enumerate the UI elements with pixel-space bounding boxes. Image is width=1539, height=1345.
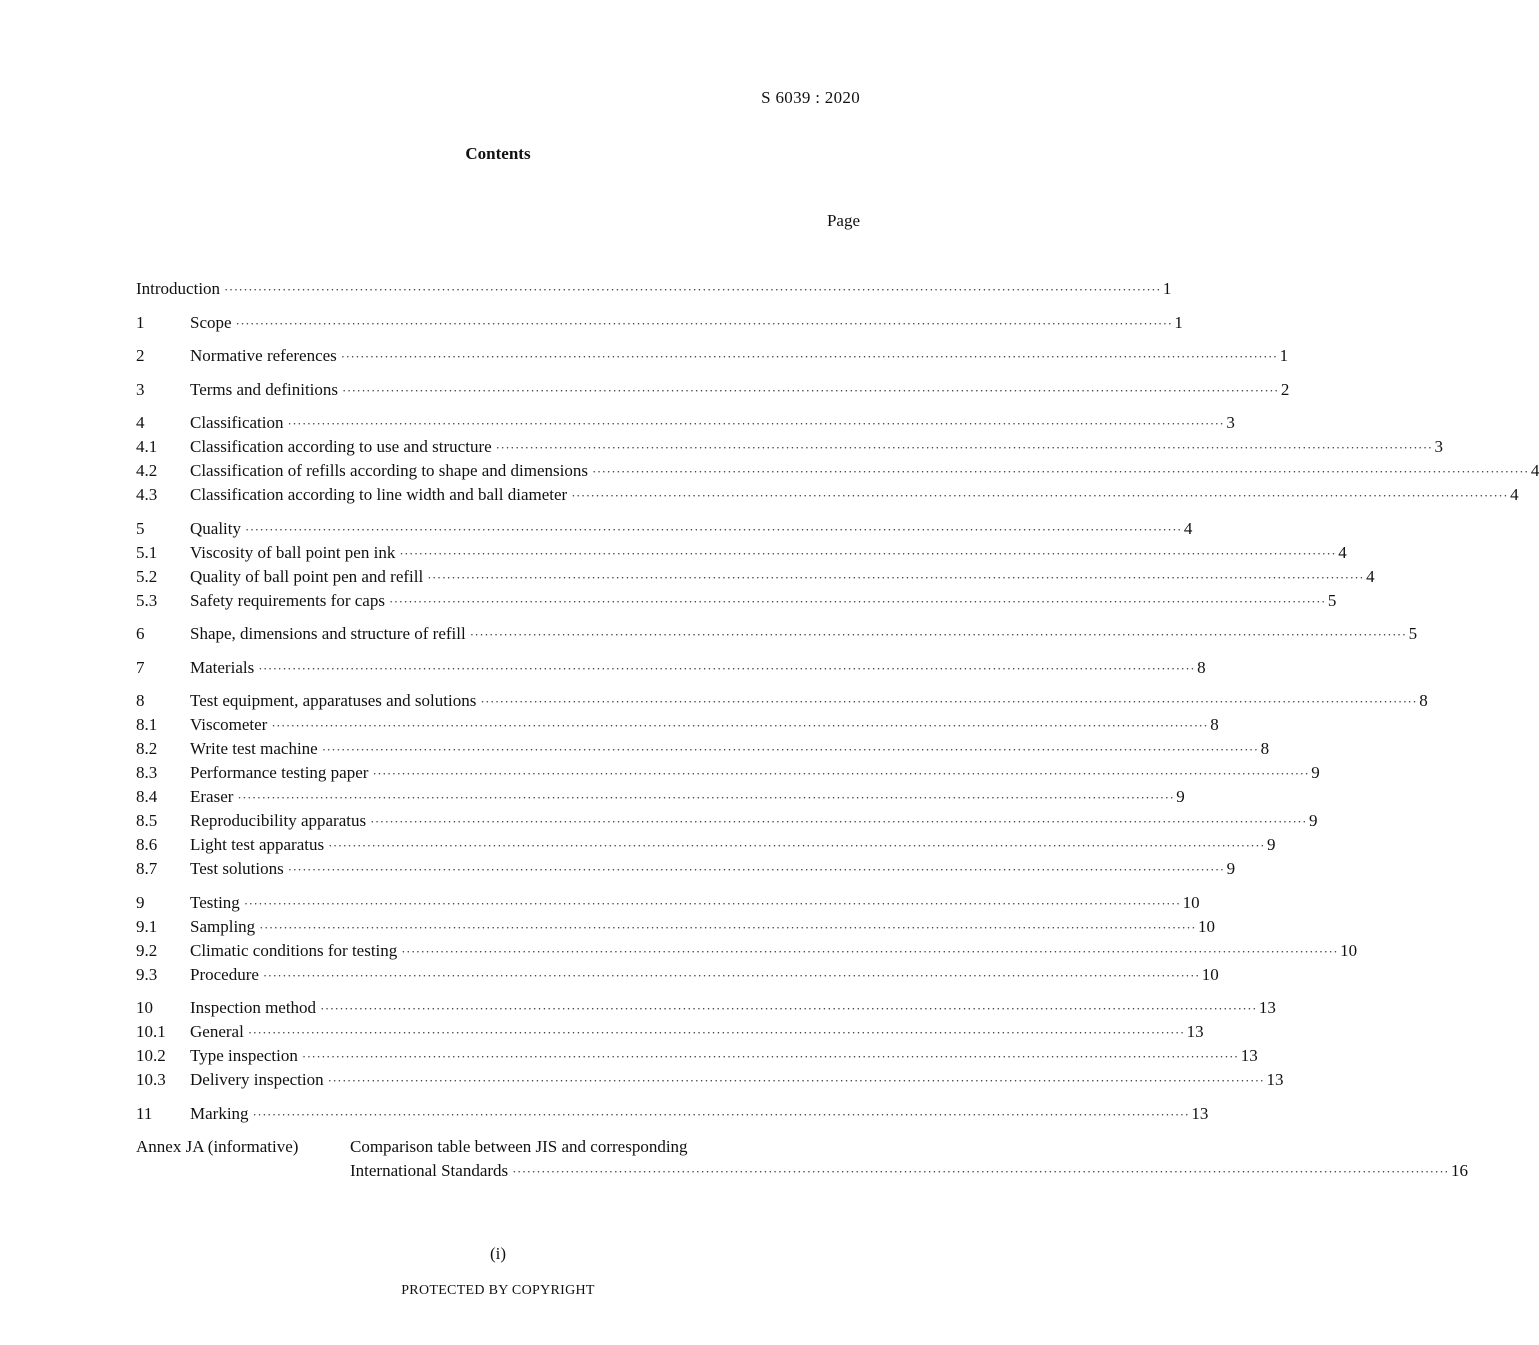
- toc-entry-label: Introduction: [136, 279, 221, 298]
- dot-leader: [389, 590, 1326, 614]
- toc-entry-page: 13: [1186, 1022, 1204, 1041]
- toc-entry-label: Scope: [190, 312, 232, 332]
- dot-leader: [288, 858, 1225, 882]
- toc-entry-label: Classification: [190, 413, 284, 432]
- toc-entry-label: Marking: [190, 1103, 249, 1123]
- dot-leader: [244, 892, 1181, 916]
- copyright-notice: PROTECTED BY COPYRIGHT: [401, 1283, 595, 1298]
- toc-entry-label: Viscometer: [190, 715, 268, 734]
- toc-entry-number: 10.3: [136, 1070, 166, 1089]
- toc-entry[interactable]: [136, 1020, 1204, 1044]
- toc-entry-number: 10: [136, 998, 153, 1017]
- toc-entry-page: 8: [1419, 691, 1428, 710]
- toc-entry[interactable]: [136, 589, 1337, 613]
- toc-entry[interactable]: [136, 857, 1236, 881]
- toc-entry-number: 4: [136, 413, 145, 432]
- dot-leader: [328, 1069, 1265, 1093]
- toc-entry-page: 8: [1210, 715, 1219, 734]
- toc-entry-label: Performance testing paper: [190, 763, 369, 782]
- toc-entry-page: 10: [1198, 916, 1216, 936]
- toc-entry-number: 6: [136, 624, 145, 643]
- dot-leader: [287, 412, 1224, 436]
- toc-entry-label: Test solutions: [190, 859, 284, 878]
- toc-entry[interactable]: [136, 1068, 1284, 1092]
- table-of-contents: [136, 277, 1539, 1183]
- dot-leader: [512, 1160, 1449, 1184]
- toc-entry-label: General: [190, 1022, 244, 1041]
- toc-entry-page: 4: [1510, 485, 1519, 504]
- toc-entry-number: 8.1: [136, 715, 158, 734]
- toc-entry-page: 3: [1434, 437, 1444, 456]
- toc-entry-label: Delivery inspection: [190, 1070, 324, 1089]
- toc-entry-number: 4.3: [136, 485, 158, 504]
- toc-entry[interactable]: [136, 939, 1358, 963]
- toc-annex-entry[interactable]: [136, 1135, 1469, 1183]
- dot-leader: [341, 345, 1278, 369]
- annex-number: Annex JA (informative): [136, 1137, 299, 1156]
- toc-entry-page: 1: [1279, 346, 1289, 365]
- toc-entry[interactable]: [136, 622, 1418, 646]
- toc-entry[interactable]: [136, 689, 1428, 713]
- toc-entry[interactable]: [136, 963, 1219, 987]
- annex-page-number: 16: [1451, 1161, 1469, 1180]
- dot-leader: [401, 940, 1338, 964]
- toc-entry-number: 8.7: [136, 859, 158, 878]
- dot-leader: [271, 714, 1208, 738]
- toc-entry-number: 10.2: [136, 1046, 166, 1065]
- toc-entry[interactable]: [136, 517, 1193, 541]
- toc-entry-label: Climatic conditions for testing: [190, 940, 398, 960]
- toc-entry-page: 13: [1191, 1103, 1209, 1123]
- toc-entry-page: 5: [1327, 590, 1337, 610]
- toc-entry[interactable]: [136, 996, 1276, 1020]
- toc-entry-page: 9: [1266, 835, 1276, 854]
- toc-entry[interactable]: [136, 459, 1539, 483]
- toc-entry-number: 9.3: [136, 964, 158, 984]
- toc-entry-page: 5: [1408, 624, 1418, 643]
- toc-entry-number: 8.4: [136, 787, 158, 806]
- toc-entry-label: Normative references: [190, 346, 337, 365]
- toc-entry-number: 4.1: [136, 437, 158, 456]
- dot-leader: [322, 738, 1259, 762]
- dot-leader: [372, 762, 1309, 786]
- toc-entry-number: 10.1: [136, 1022, 166, 1041]
- dot-leader: [496, 436, 1433, 460]
- page-title: Contents: [465, 144, 531, 163]
- toc-entry-number: 8.5: [136, 811, 158, 830]
- toc-entry[interactable]: [136, 277, 1172, 301]
- toc-entry-number: 1: [136, 312, 145, 332]
- toc-entry[interactable]: [136, 541, 1347, 565]
- annex-title-line-1: Comparison table between JIS and corresponding: [350, 1137, 688, 1156]
- dot-leader: [259, 916, 1196, 940]
- toc-entry[interactable]: [136, 1044, 1258, 1068]
- toc-entry-page: 4: [1530, 461, 1539, 480]
- toc-entry[interactable]: [136, 483, 1519, 507]
- toc-entry-number: 5: [136, 518, 145, 538]
- dot-leader: [263, 964, 1200, 988]
- footer-page-number: (i): [489, 1244, 507, 1263]
- toc-entry-label: Quality of ball point pen and refill: [190, 566, 424, 586]
- toc-entry-number: 7: [136, 657, 145, 677]
- toc-entry-number: 5.3: [136, 590, 158, 610]
- toc-entry[interactable]: [136, 656, 1206, 680]
- toc-entry[interactable]: [136, 713, 1219, 737]
- dot-leader: [328, 834, 1265, 858]
- toc-entry-page: 9: [1226, 859, 1236, 878]
- toc-entry-page: 8: [1260, 739, 1270, 758]
- toc-entry-number: 2: [136, 346, 145, 365]
- toc-entry-label: Classification of refills according to shape and dimensions: [190, 461, 588, 480]
- toc-entry-label: Sampling: [190, 916, 256, 936]
- dot-leader: [302, 1045, 1239, 1069]
- toc-entry-label: Light test apparatus: [190, 835, 325, 854]
- toc-entry-number: 8.2: [136, 739, 158, 758]
- toc-entry-number: 11: [136, 1103, 153, 1123]
- toc-entry-page: 9: [1311, 763, 1320, 782]
- dot-leader: [399, 542, 1336, 566]
- toc-entry-label: Viscosity of ball point pen ink: [190, 542, 396, 562]
- dot-leader: [224, 278, 1161, 302]
- toc-entry-label: Eraser: [190, 787, 234, 806]
- toc-entry-label: Type inspection: [190, 1046, 298, 1065]
- dot-leader: [236, 312, 1173, 336]
- dot-leader: [237, 786, 1174, 810]
- toc-entry-label: Reproducibility apparatus: [190, 811, 367, 830]
- dot-leader: [342, 379, 1279, 403]
- toc-entry-label: Classification according to line width and ball diameter: [190, 485, 568, 504]
- toc-entry[interactable]: [136, 737, 1270, 761]
- toc-entry-number: 4.2: [136, 461, 158, 480]
- dot-leader: [245, 518, 1182, 542]
- toc-entry-number: 9.1: [136, 916, 158, 936]
- toc-entry[interactable]: [136, 809, 1318, 833]
- toc-entry-label: Test equipment, apparatuses and solutions: [190, 691, 477, 710]
- toc-entry-page: 13: [1266, 1070, 1284, 1089]
- dot-leader: [427, 566, 1364, 590]
- toc-entry-label: Terms and definitions: [190, 379, 339, 399]
- toc-entry-label: Inspection method: [190, 998, 317, 1017]
- toc-entry[interactable]: [136, 378, 1290, 402]
- toc-entry-page: 1: [1162, 279, 1172, 298]
- toc-entry[interactable]: [136, 891, 1200, 915]
- toc-entry-page: 10: [1201, 964, 1219, 984]
- toc-entry[interactable]: [136, 833, 1276, 857]
- toc-entry[interactable]: [136, 785, 1185, 809]
- toc-entry[interactable]: [136, 761, 1320, 785]
- toc-entry-page: 4: [1183, 518, 1193, 538]
- toc-entry-label: Materials: [190, 657, 255, 677]
- dot-leader: [571, 484, 1508, 508]
- toc-entry-label: Write test machine: [190, 739, 318, 758]
- toc-entry[interactable]: [136, 1102, 1209, 1126]
- toc-entry-page: 4: [1338, 542, 1347, 562]
- toc-entry-number: 9: [136, 892, 145, 912]
- toc-entry[interactable]: [136, 411, 1235, 435]
- toc-entry-label: Shape, dimensions and structure of refill: [190, 624, 466, 643]
- dot-leader: [480, 690, 1417, 714]
- annex-title-line-2: International Standards: [350, 1161, 509, 1180]
- toc-entry-label: Safety requirements for caps: [190, 590, 385, 610]
- toc-entry-page: 8: [1197, 657, 1206, 677]
- toc-entry-number: 8: [136, 691, 145, 710]
- dot-leader: [470, 623, 1407, 647]
- toc-entry[interactable]: [136, 435, 1444, 459]
- toc-entry-page: 4: [1366, 566, 1375, 586]
- toc-entry-page: 9: [1308, 811, 1318, 830]
- toc-entry[interactable]: [136, 311, 1183, 335]
- toc-entry-label: Classification according to use and structure: [190, 437, 492, 456]
- dot-leader: [370, 810, 1307, 834]
- dot-leader: [592, 460, 1529, 484]
- dot-leader: [320, 997, 1257, 1021]
- toc-entry[interactable]: [136, 565, 1375, 589]
- toc-entry-page: 13: [1240, 1046, 1258, 1065]
- toc-entry-number: 8.3: [136, 763, 158, 782]
- toc-entry[interactable]: [136, 915, 1216, 939]
- toc-entry-page: 10: [1182, 892, 1200, 912]
- toc-entry-page: 10: [1340, 940, 1358, 960]
- toc-entry-page: 3: [1226, 413, 1235, 432]
- toc-entry-page: 9: [1176, 787, 1185, 806]
- toc-entry-page: 13: [1258, 998, 1276, 1017]
- toc-entry-label: Quality: [190, 518, 241, 538]
- dot-leader: [258, 657, 1195, 681]
- toc-entry-number: 8.6: [136, 835, 158, 854]
- standard-number: S 6039 : 2020: [761, 88, 860, 107]
- dot-leader: [253, 1103, 1190, 1127]
- page-column-heading: Page: [826, 211, 860, 230]
- toc-entry-label: Testing: [190, 892, 240, 912]
- toc-entry-number: 9.2: [136, 940, 158, 960]
- toc-entry-number: 5.1: [136, 542, 158, 562]
- toc-entry-page: 1: [1174, 312, 1183, 332]
- dot-leader: [248, 1021, 1185, 1045]
- toc-entry-page: 2: [1280, 379, 1290, 399]
- toc-entry-label: Procedure: [190, 964, 259, 984]
- toc-entry-number: 3: [136, 379, 145, 399]
- toc-entry[interactable]: [136, 344, 1289, 368]
- toc-entry-number: 5.2: [136, 566, 158, 586]
